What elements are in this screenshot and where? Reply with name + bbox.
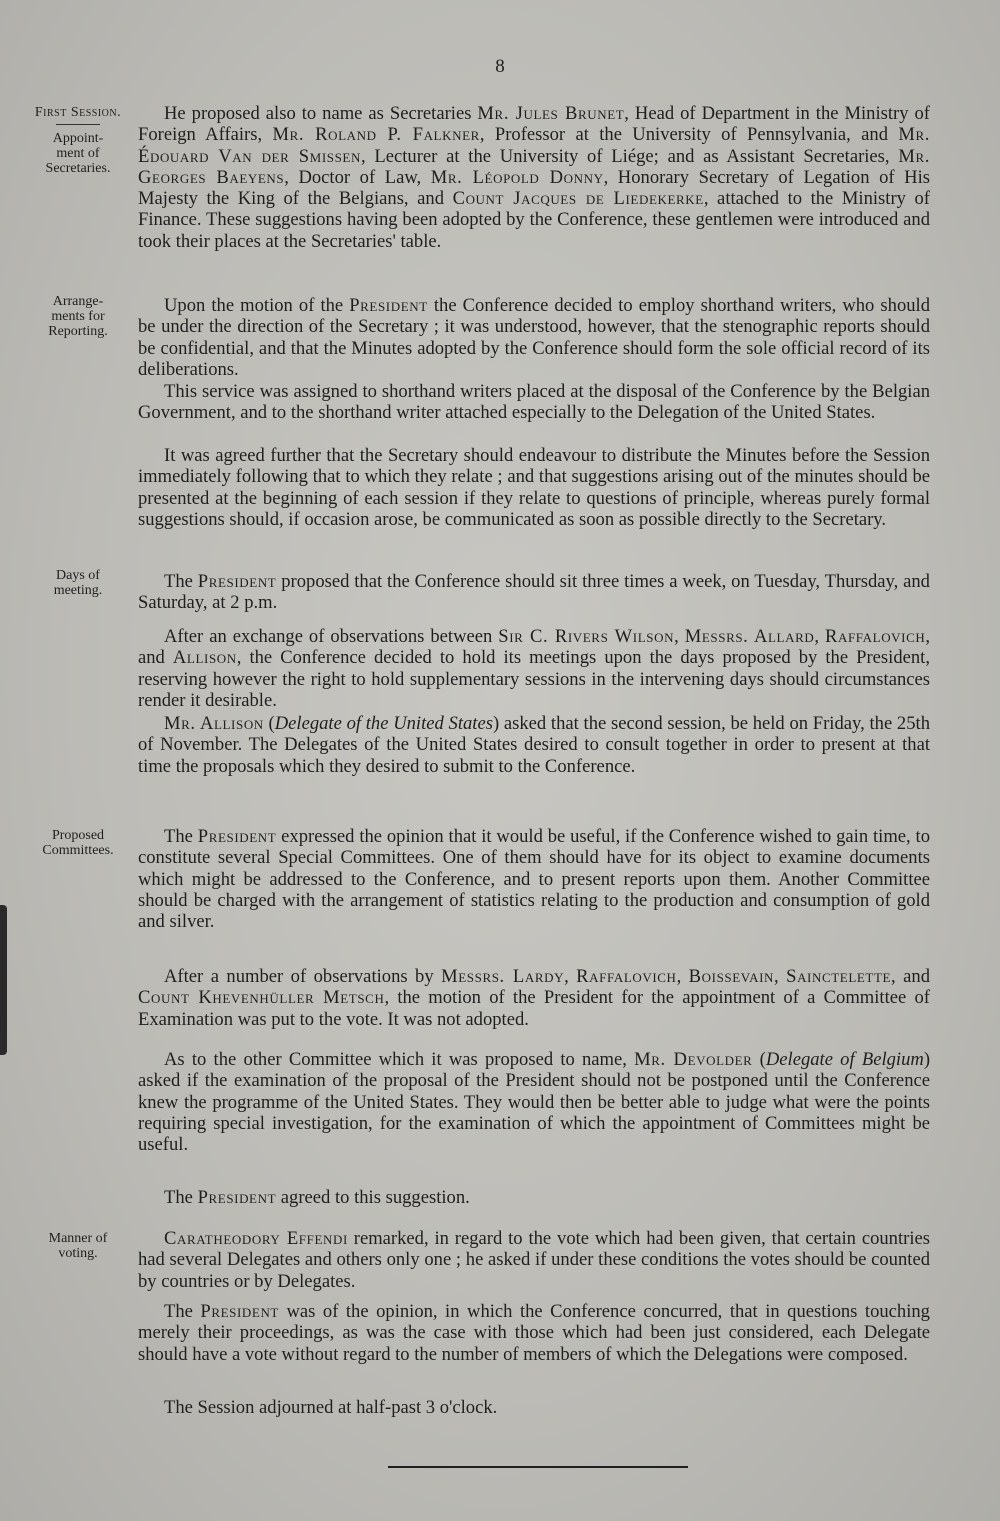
- margin-note-reporting: [22, 294, 134, 339]
- paragraph-shorthand-service: This service was assigned to shorthand writers placed at the disposal of the Conference by the Belgian Government, and to the shorthand writer attached especially to the Delegation of the United States.: [138, 381, 930, 424]
- text: (: [263, 713, 275, 734]
- margin-note-line: voting.: [58, 1246, 98, 1261]
- text: agreed to this suggestion.: [276, 1187, 470, 1208]
- paragraph-agreed: [138, 1187, 930, 1208]
- person-name: Caratheodory Effendi: [164, 1228, 348, 1249]
- person-name: Sir C. Rivers Wilson: [498, 626, 675, 647]
- margin-note-committees: [22, 828, 134, 858]
- person-title: President: [197, 1187, 277, 1208]
- italic-text: Delegate of the United States: [274, 713, 493, 734]
- person-name: Mr. Roland P. Falkner: [272, 124, 480, 146]
- person-name: Count Jacques de Liedekerke: [452, 188, 704, 210]
- text: , Honorary Secretary of Legation of His Majesty the King of the Belgians, and: [138, 166, 930, 210]
- margin-note-line: Secretaries.: [45, 161, 111, 176]
- margin-note-line: ments for: [51, 309, 105, 324]
- margin-note-line: Arrange-: [52, 294, 104, 309]
- text: As to the other Committee which it was proposed to name,: [164, 1049, 635, 1070]
- text: , Doctor of Law,: [284, 166, 431, 188]
- person-title: President: [197, 571, 277, 592]
- text: ) asked that the second session, be held on Friday, the 25th of November. The Delegates of the United States desired to consult together in order to present at that time the proposals which they desired to submit to the Conference.: [138, 713, 930, 777]
- paragraph-lardy: [138, 966, 930, 1030]
- text: , attached to the Ministry of Finance. These suggestions having been adopted by the Conference, these gentlemen were introduced and took their places at the Secretaries' table.: [138, 188, 930, 252]
- text: ,: [676, 966, 689, 987]
- person-title: President: [200, 1301, 279, 1322]
- person-title: President: [349, 295, 428, 316]
- text: ,: [814, 626, 825, 647]
- margin-note-line: Committees.: [42, 843, 114, 858]
- text: After an exchange of observations between: [164, 626, 499, 647]
- binding-edge: [0, 905, 7, 1055]
- text: , and: [891, 966, 930, 987]
- margin-divider: [56, 124, 100, 125]
- person-title: President: [197, 826, 277, 847]
- text: ,: [564, 966, 577, 987]
- paragraph-minutes: It was agreed further that the Secretary should endeavour to distribute the Minutes before the Session immediately following that to which they relate ; and that suggestions arising out of the minutes should be presented at the beginning of each session if they relate to questions of principle, whereas purely formal suggestions should, if occasion arose, be communicated as soon as possible directly to the Secretary.: [138, 445, 930, 530]
- margin-note-line: Proposed: [51, 828, 105, 843]
- text: , the motion of the President for the appointment of a Committee of Examination was put to the vote. It was not adopted.: [138, 987, 930, 1030]
- person-name: Raffalovich: [576, 966, 677, 987]
- margin-note-line: Manner of: [48, 1231, 108, 1246]
- margin-note-line: Reporting.: [48, 324, 108, 339]
- text: (: [752, 1049, 766, 1070]
- margin-note-line: meeting.: [53, 583, 103, 598]
- text: He proposed also to name as Secretaries: [164, 103, 478, 124]
- paragraph-committees: [138, 826, 930, 932]
- text: proposed that the Conference should sit three times a week, on Tuesday, Thursday, and Saturday, at 2 p.m.: [138, 571, 930, 614]
- margin-note-line: ment of: [56, 146, 100, 161]
- italic-text: Delegate of Belgium: [765, 1049, 924, 1070]
- person-name: Messrs. Lardy: [441, 966, 565, 987]
- text: was of the opinion, in which the Conference concurred, that in questions touching merely their proceedings, as was the case with those which had been just considered, each Delegate should have a vote without regard to the number of members of which the Delegations were composed.: [138, 1301, 930, 1365]
- text: ,: [674, 626, 685, 647]
- person-name: Mr. Édouard Van der Smissen: [138, 124, 930, 167]
- person-name: Allison: [172, 647, 237, 669]
- paragraph-observations: [138, 626, 930, 711]
- paragraph-adjourned: The Session adjourned at half-past 3 o'clock.: [164, 1397, 498, 1418]
- paragraph-voting-opinion: [138, 1301, 930, 1365]
- margin-note-first-session-label: First Session.: [34, 105, 122, 120]
- text: , Lecturer at the University of Liége; and as Assistant Secretaries,: [360, 145, 899, 167]
- text: After a number of observations by: [164, 966, 442, 987]
- person-name: Count Khevenhüller Metsch: [138, 987, 385, 1009]
- text: The: [164, 571, 198, 592]
- page-number: 8: [495, 56, 505, 77]
- text: expressed the opinion that it would be useful, if the Conference wished to gain time, to constitute several Special Committees. One of them should have for its object to examine documents which might be addressed to the Conference, and to present reports upon them. Another Committee should be charged with the arrangement of statistics relating to the production and consumption of gold and silver.: [138, 826, 930, 933]
- person-name: Boissevain: [688, 966, 775, 987]
- text: , Professor at the University of Pennsylvania, and: [479, 124, 899, 146]
- text: The: [164, 826, 198, 847]
- person-name: Mr. Devolder: [634, 1049, 753, 1070]
- person-name: Mr. Léopold Donny: [430, 166, 604, 188]
- end-rule: [388, 1466, 688, 1468]
- paragraph-allison: [138, 713, 930, 777]
- text: , Head of Department in the Ministry of Foreign Affairs,: [138, 103, 930, 146]
- person-name: Raffalovich: [824, 626, 926, 647]
- person-name: Mr. Allison: [164, 713, 264, 734]
- text: , the Conference decided to hold its meetings upon the days proposed by the President, reserving however the right to hold supplementary sessions in the intervening days should circumstances render it desirable.: [138, 647, 930, 711]
- text: the Conference decided to employ shorthand writers, who should be under the direction of the Secretary ; it was understood, however, that the stenographic reports should be confidential, and that the Minutes adopted by the Conference should form the sole official record of its deliberations.: [138, 295, 930, 380]
- paragraph-secretaries: [138, 103, 930, 252]
- text: Upon the motion of the: [164, 295, 350, 316]
- text: ) asked if the examination of the proposal of the President should not be postponed until the Conference knew the programme of the United States. They would then be better able to judge what were the points requiring special investigation, for the examination of which the appointment of Committees might be useful.: [138, 1049, 931, 1156]
- paragraph-reporting: [138, 295, 930, 380]
- text: The: [164, 1187, 198, 1208]
- person-name: Messrs. Allard: [684, 626, 815, 647]
- person-name: Sainctelette: [786, 966, 892, 987]
- paragraph-devolder: [138, 1049, 930, 1155]
- margin-note-voting: [22, 1231, 134, 1261]
- person-name: Mr. Georges Baeyens: [138, 145, 930, 188]
- paragraph-caratheodory: [138, 1228, 930, 1292]
- margin-note-days: [22, 568, 134, 598]
- paragraph-days: [138, 571, 930, 614]
- person-name: Mr. Jules Brunet: [477, 103, 625, 124]
- margin-note-line: Days of: [56, 568, 100, 583]
- text: The: [164, 1301, 201, 1322]
- margin-note-first-session: [22, 105, 134, 176]
- margin-note-line: Appoint-: [52, 131, 104, 146]
- text: remarked, in regard to the vote which had been given, that certain countries had several Delegates and others only one ; he asked if under these conditions the votes should be counted by countries or by Delegates.: [138, 1228, 930, 1292]
- text: ,: [774, 966, 787, 987]
- text: , and: [138, 626, 931, 669]
